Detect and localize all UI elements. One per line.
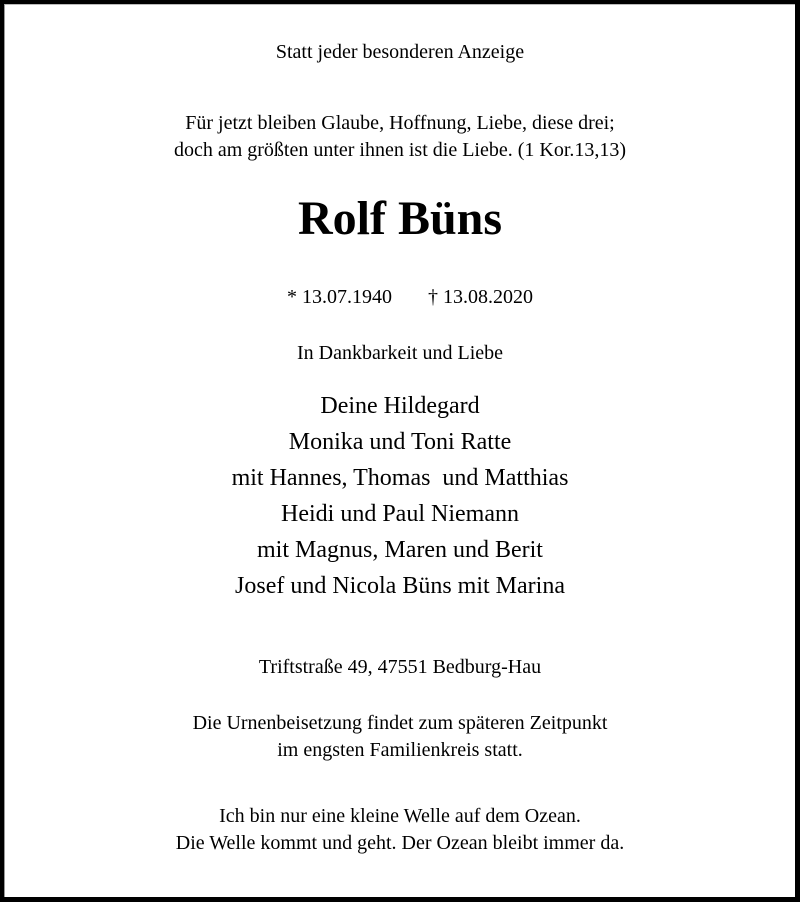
burial-notice-line-1: Die Urnenbeisetzung findet zum späteren Zeitpunkt [192, 712, 608, 734]
closing-quote-line-2: Die Welle kommt und geht. Der Ozean bleibt immer da. [175, 832, 625, 854]
mourner-line: Josef und Nicola Büns mit Marina [235, 573, 565, 599]
mourner-line: Monika und Toni Ratte [288, 429, 512, 455]
header-text: Statt jeder besonderen Anzeige [275, 41, 525, 63]
life-dates [5, 267, 795, 327]
verse-line-1: Für jetzt bleiben Glaube, Hoffnung, Liebe, diese drei; [185, 112, 615, 134]
obituary-notice [4, 4, 795, 897]
mourner-line: Deine Hildegard [320, 393, 480, 419]
birth-date: * 13.07.1940 [287, 286, 392, 308]
closing-quote-line-1: Ich bin nur eine kleine Welle auf dem Ozean. [219, 805, 581, 827]
deceased-name: Rolf Büns [297, 192, 503, 245]
mourner-line: Heidi und Paul Niemann [281, 501, 519, 527]
verse-line-2: doch am größten unter ihnen ist die Liebe. (1 Kor.13,13) [173, 139, 627, 161]
address-text: Triftstraße 49, 47551 Bedburg-Hau [258, 656, 542, 678]
dedication-text: In Dankbarkeit und Liebe [296, 342, 504, 364]
mourner-line: mit Hannes, Thomas und Matthias [231, 465, 569, 491]
death-date: † 13.08.2020 [428, 286, 533, 308]
burial-notice-line-2: im engsten Familienkreis statt. [277, 739, 523, 761]
mourner-line: mit Magnus, Maren und Berit [257, 537, 543, 563]
